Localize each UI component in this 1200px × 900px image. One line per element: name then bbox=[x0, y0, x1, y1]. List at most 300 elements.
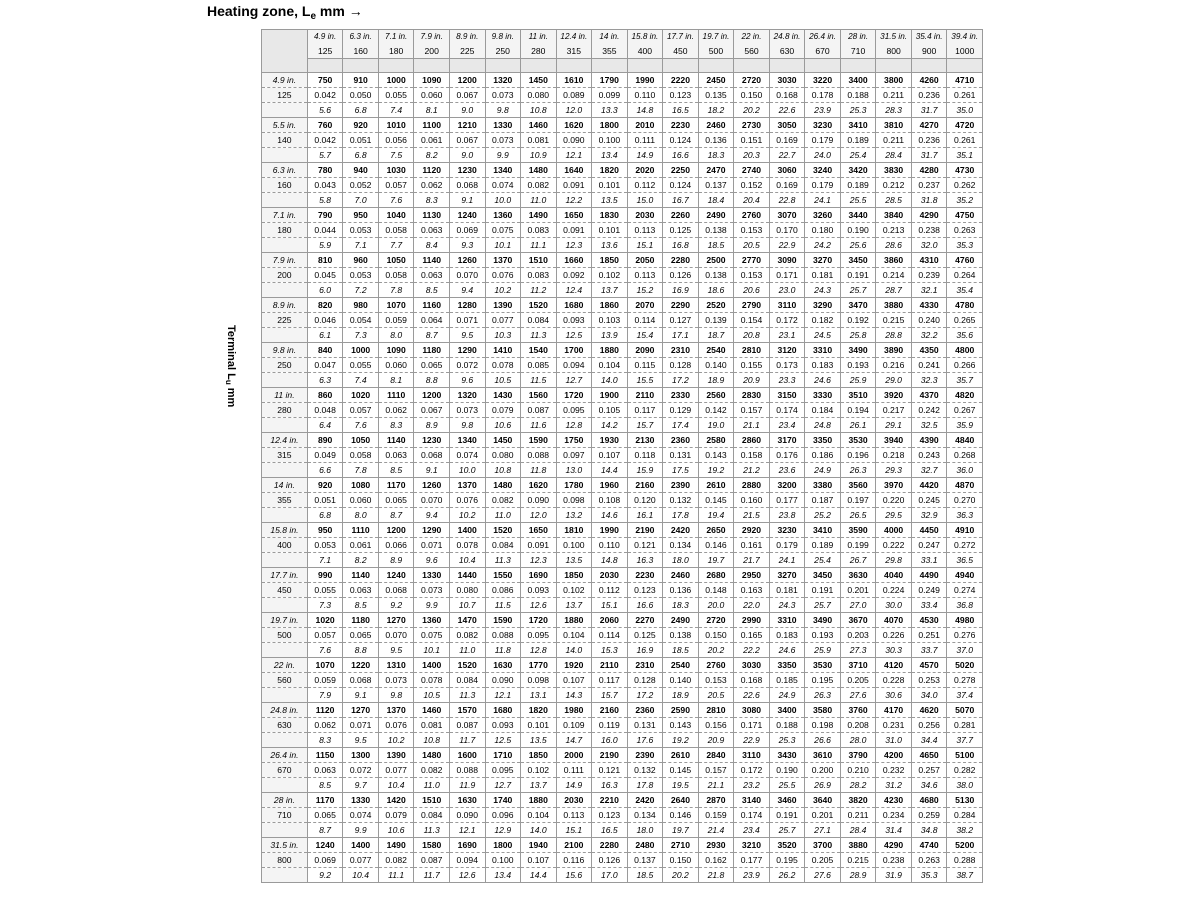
value-cell-tertiary: 18.9 bbox=[663, 688, 699, 703]
table-row bbox=[262, 508, 983, 523]
value-cell-secondary: 0.132 bbox=[663, 493, 699, 508]
value-cell-primary: 5130 bbox=[947, 793, 983, 808]
row-label-blank bbox=[262, 508, 308, 523]
value-cell-primary: 2490 bbox=[663, 613, 699, 628]
value-cell-tertiary: 8.8 bbox=[343, 643, 379, 658]
value-cell-primary: 3260 bbox=[805, 208, 841, 223]
column-header-mm: 125 bbox=[307, 44, 343, 59]
value-cell-secondary: 0.075 bbox=[485, 223, 521, 238]
value-cell-primary: 990 bbox=[307, 568, 343, 583]
value-cell-primary: 3640 bbox=[805, 793, 841, 808]
row-label-blank bbox=[262, 238, 308, 253]
value-cell-primary: 2280 bbox=[592, 838, 628, 853]
value-cell-secondary: 0.158 bbox=[734, 448, 770, 463]
value-cell-primary: 3610 bbox=[805, 748, 841, 763]
value-cell-tertiary: 32.0 bbox=[911, 238, 947, 253]
value-cell-primary: 2310 bbox=[627, 658, 663, 673]
value-cell-tertiary: 10.1 bbox=[414, 643, 450, 658]
table-row bbox=[262, 73, 983, 88]
value-cell-tertiary: 16.0 bbox=[592, 733, 628, 748]
value-cell-secondary: 0.107 bbox=[556, 673, 592, 688]
value-cell-secondary: 0.251 bbox=[911, 628, 947, 643]
value-cell-secondary: 0.278 bbox=[947, 673, 983, 688]
value-cell-primary: 1720 bbox=[556, 388, 592, 403]
value-cell-secondary: 0.115 bbox=[627, 358, 663, 373]
value-cell-primary: 3450 bbox=[840, 253, 876, 268]
value-cell-primary: 1850 bbox=[556, 568, 592, 583]
value-cell-tertiary: 35.4 bbox=[947, 283, 983, 298]
value-cell-tertiary: 7.6 bbox=[343, 418, 379, 433]
value-cell-tertiary: 31.7 bbox=[911, 148, 947, 163]
value-cell-tertiary: 21.2 bbox=[734, 463, 770, 478]
value-cell-secondary: 0.179 bbox=[805, 178, 841, 193]
value-cell-secondary: 0.098 bbox=[556, 493, 592, 508]
value-cell-primary: 2330 bbox=[663, 388, 699, 403]
value-cell-secondary: 0.265 bbox=[947, 313, 983, 328]
value-cell-secondary: 0.066 bbox=[378, 538, 414, 553]
value-cell-primary: 1640 bbox=[556, 163, 592, 178]
value-cell-secondary: 0.138 bbox=[663, 628, 699, 643]
value-cell-secondary: 0.090 bbox=[449, 808, 485, 823]
value-cell-primary: 3240 bbox=[805, 163, 841, 178]
column-header-inches: 19.7 in. bbox=[698, 30, 734, 45]
value-cell-primary: 1650 bbox=[521, 523, 557, 538]
value-cell-primary: 840 bbox=[307, 343, 343, 358]
table-row bbox=[262, 178, 983, 193]
value-cell-primary: 3530 bbox=[840, 433, 876, 448]
value-cell-secondary: 0.284 bbox=[947, 808, 983, 823]
value-cell-primary: 1780 bbox=[556, 478, 592, 493]
column-header-inches: 24.8 in. bbox=[769, 30, 805, 45]
value-cell-primary: 2540 bbox=[663, 658, 699, 673]
value-cell-tertiary: 28.5 bbox=[876, 193, 912, 208]
row-label-mm: 450 bbox=[262, 583, 308, 598]
value-cell-primary: 1070 bbox=[307, 658, 343, 673]
value-cell-secondary: 0.128 bbox=[627, 673, 663, 688]
value-cell-secondary: 0.213 bbox=[876, 223, 912, 238]
value-cell-secondary: 0.143 bbox=[698, 448, 734, 463]
table-row bbox=[262, 568, 983, 583]
heating-zone-heading-prefix: Heating zone, L bbox=[207, 3, 311, 19]
value-cell-primary: 1740 bbox=[485, 793, 521, 808]
value-cell-secondary: 0.259 bbox=[911, 808, 947, 823]
value-cell-tertiary: 8.3 bbox=[307, 733, 343, 748]
value-cell-secondary: 0.155 bbox=[734, 358, 770, 373]
column-header-mm: 315 bbox=[556, 44, 592, 59]
value-cell-secondary: 0.281 bbox=[947, 718, 983, 733]
value-cell-tertiary: 29.3 bbox=[876, 463, 912, 478]
value-cell-tertiary: 14.0 bbox=[556, 643, 592, 658]
value-cell-tertiary: 18.0 bbox=[663, 553, 699, 568]
value-cell-primary: 3310 bbox=[805, 343, 841, 358]
value-cell-secondary: 0.217 bbox=[876, 403, 912, 418]
value-cell-tertiary: 29.0 bbox=[876, 373, 912, 388]
value-cell-tertiary: 26.5 bbox=[840, 508, 876, 523]
value-cell-tertiary: 31.9 bbox=[876, 868, 912, 883]
column-header-inches: 12.4 in. bbox=[556, 30, 592, 45]
value-cell-primary: 1450 bbox=[521, 73, 557, 88]
value-cell-tertiary: 11.8 bbox=[521, 463, 557, 478]
value-cell-primary: 1690 bbox=[449, 838, 485, 853]
value-cell-secondary: 0.082 bbox=[521, 178, 557, 193]
value-cell-primary: 4710 bbox=[947, 73, 983, 88]
value-cell-secondary: 0.079 bbox=[378, 808, 414, 823]
value-cell-secondary: 0.145 bbox=[698, 493, 734, 508]
value-cell-tertiary: 33.7 bbox=[911, 643, 947, 658]
value-cell-tertiary: 23.1 bbox=[769, 328, 805, 343]
value-cell-primary: 1900 bbox=[592, 388, 628, 403]
value-cell-tertiary: 14.9 bbox=[556, 778, 592, 793]
value-cell-secondary: 0.170 bbox=[769, 223, 805, 238]
value-cell-primary: 1170 bbox=[378, 478, 414, 493]
value-cell-primary: 1810 bbox=[556, 523, 592, 538]
row-label-mm: 710 bbox=[262, 808, 308, 823]
value-cell-primary: 4870 bbox=[947, 478, 983, 493]
value-cell-tertiary: 23.9 bbox=[734, 868, 770, 883]
value-cell-secondary: 0.189 bbox=[840, 133, 876, 148]
value-cell-secondary: 0.242 bbox=[911, 403, 947, 418]
value-cell-primary: 950 bbox=[343, 208, 379, 223]
value-cell-primary: 3080 bbox=[734, 703, 770, 718]
value-cell-primary: 1850 bbox=[521, 748, 557, 763]
value-cell-secondary: 0.105 bbox=[592, 403, 628, 418]
value-cell-secondary: 0.199 bbox=[840, 538, 876, 553]
value-cell-primary: 5070 bbox=[947, 703, 983, 718]
value-cell-tertiary: 7.4 bbox=[378, 103, 414, 118]
row-label-blank bbox=[262, 373, 308, 388]
value-cell-secondary: 0.267 bbox=[947, 403, 983, 418]
value-cell-primary: 2720 bbox=[698, 613, 734, 628]
value-cell-primary: 2920 bbox=[734, 523, 770, 538]
value-cell-tertiary: 8.7 bbox=[414, 328, 450, 343]
value-cell-tertiary: 24.3 bbox=[805, 283, 841, 298]
value-cell-primary: 1930 bbox=[592, 433, 628, 448]
value-cell-tertiary: 32.1 bbox=[911, 283, 947, 298]
value-cell-secondary: 0.150 bbox=[698, 628, 734, 643]
value-cell-secondary: 0.044 bbox=[307, 223, 343, 238]
value-cell-primary: 1480 bbox=[521, 163, 557, 178]
value-cell-tertiary: 22.0 bbox=[734, 598, 770, 613]
value-cell-tertiary: 12.0 bbox=[521, 508, 557, 523]
row-label-mm: 315 bbox=[262, 448, 308, 463]
value-cell-secondary: 0.138 bbox=[698, 268, 734, 283]
column-header-mm: 180 bbox=[378, 44, 414, 59]
value-cell-secondary: 0.109 bbox=[556, 718, 592, 733]
value-cell-primary: 4120 bbox=[876, 658, 912, 673]
value-cell-tertiary: 11.3 bbox=[414, 823, 450, 838]
value-cell-secondary: 0.102 bbox=[556, 583, 592, 598]
value-cell-primary: 1440 bbox=[449, 568, 485, 583]
value-cell-tertiary: 35.9 bbox=[947, 418, 983, 433]
value-cell-tertiary: 11.5 bbox=[521, 373, 557, 388]
value-cell-tertiary: 9.8 bbox=[378, 688, 414, 703]
value-cell-primary: 3290 bbox=[805, 298, 841, 313]
value-cell-primary: 1990 bbox=[627, 73, 663, 88]
value-cell-secondary: 0.211 bbox=[840, 808, 876, 823]
value-cell-primary: 3200 bbox=[769, 478, 805, 493]
value-cell-tertiary: 19.7 bbox=[698, 553, 734, 568]
value-cell-tertiary: 35.3 bbox=[911, 868, 947, 883]
value-cell-tertiary: 10.6 bbox=[378, 823, 414, 838]
value-cell-tertiary: 20.5 bbox=[734, 238, 770, 253]
value-cell-tertiary: 25.5 bbox=[840, 193, 876, 208]
value-cell-secondary: 0.180 bbox=[805, 223, 841, 238]
table-row bbox=[262, 133, 983, 148]
value-cell-primary: 4720 bbox=[947, 118, 983, 133]
value-cell-secondary: 0.236 bbox=[911, 88, 947, 103]
value-cell-primary: 1520 bbox=[449, 658, 485, 673]
value-cell-secondary: 0.090 bbox=[521, 493, 557, 508]
value-cell-primary: 1080 bbox=[343, 478, 379, 493]
value-cell-secondary: 0.058 bbox=[378, 223, 414, 238]
heating-zone-heading-suffix: mm bbox=[316, 3, 345, 19]
value-cell-primary: 2280 bbox=[663, 253, 699, 268]
table-row bbox=[262, 238, 983, 253]
value-cell-secondary: 0.102 bbox=[592, 268, 628, 283]
table-row bbox=[262, 418, 983, 433]
value-cell-primary: 3440 bbox=[840, 208, 876, 223]
spacer-cell bbox=[876, 59, 912, 73]
spacer-cell bbox=[556, 59, 592, 73]
value-cell-primary: 2420 bbox=[663, 523, 699, 538]
value-cell-primary: 2740 bbox=[734, 163, 770, 178]
value-cell-secondary: 0.069 bbox=[307, 853, 343, 868]
value-cell-primary: 4350 bbox=[911, 343, 947, 358]
value-cell-tertiary: 25.7 bbox=[769, 823, 805, 838]
value-cell-primary: 1140 bbox=[343, 568, 379, 583]
value-cell-primary: 2500 bbox=[698, 253, 734, 268]
value-cell-tertiary: 35.2 bbox=[947, 193, 983, 208]
value-cell-tertiary: 19.7 bbox=[663, 823, 699, 838]
value-cell-secondary: 0.127 bbox=[663, 313, 699, 328]
value-cell-primary: 4980 bbox=[947, 613, 983, 628]
value-cell-tertiary: 28.2 bbox=[840, 778, 876, 793]
value-cell-tertiary: 28.4 bbox=[876, 148, 912, 163]
value-cell-secondary: 0.096 bbox=[485, 808, 521, 823]
value-cell-secondary: 0.073 bbox=[485, 88, 521, 103]
value-cell-primary: 1240 bbox=[378, 568, 414, 583]
column-header-inches: 8.9 in. bbox=[449, 30, 485, 45]
value-cell-primary: 4620 bbox=[911, 703, 947, 718]
value-cell-secondary: 0.234 bbox=[876, 808, 912, 823]
value-cell-tertiary: 21.1 bbox=[698, 778, 734, 793]
value-cell-primary: 2020 bbox=[627, 163, 663, 178]
table-row bbox=[262, 433, 983, 448]
value-cell-primary: 1020 bbox=[307, 613, 343, 628]
value-cell-primary: 3220 bbox=[805, 73, 841, 88]
value-cell-primary: 890 bbox=[307, 433, 343, 448]
value-cell-tertiary: 25.8 bbox=[840, 328, 876, 343]
value-cell-tertiary: 12.1 bbox=[449, 823, 485, 838]
value-cell-tertiary: 8.5 bbox=[307, 778, 343, 793]
value-cell-secondary: 0.125 bbox=[663, 223, 699, 238]
value-cell-tertiary: 16.7 bbox=[663, 193, 699, 208]
value-cell-primary: 2390 bbox=[627, 748, 663, 763]
value-cell-tertiary: 13.7 bbox=[592, 283, 628, 298]
value-cell-primary: 2880 bbox=[734, 478, 770, 493]
value-cell-primary: 1980 bbox=[556, 703, 592, 718]
value-cell-secondary: 0.076 bbox=[378, 718, 414, 733]
value-cell-primary: 1200 bbox=[378, 523, 414, 538]
value-cell-primary: 3970 bbox=[876, 478, 912, 493]
value-cell-tertiary: 10.0 bbox=[449, 463, 485, 478]
value-cell-primary: 1920 bbox=[556, 658, 592, 673]
value-cell-tertiary: 7.7 bbox=[378, 238, 414, 253]
spacer-cell bbox=[769, 59, 805, 73]
value-cell-secondary: 0.126 bbox=[592, 853, 628, 868]
value-cell-primary: 1790 bbox=[592, 73, 628, 88]
value-cell-tertiary: 10.6 bbox=[485, 418, 521, 433]
value-cell-primary: 3210 bbox=[734, 838, 770, 853]
value-cell-primary: 790 bbox=[307, 208, 343, 223]
value-cell-secondary: 0.084 bbox=[414, 808, 450, 823]
value-cell-primary: 2270 bbox=[627, 613, 663, 628]
value-cell-tertiary: 33.1 bbox=[911, 553, 947, 568]
value-cell-primary: 1630 bbox=[485, 658, 521, 673]
value-cell-primary: 4200 bbox=[876, 748, 912, 763]
value-cell-tertiary: 20.5 bbox=[698, 688, 734, 703]
value-cell-primary: 1290 bbox=[414, 523, 450, 538]
value-cell-secondary: 0.095 bbox=[556, 403, 592, 418]
value-cell-primary: 4290 bbox=[876, 838, 912, 853]
value-cell-secondary: 0.110 bbox=[592, 538, 628, 553]
table-row bbox=[262, 613, 983, 628]
row-label-inches: 17.7 in. bbox=[262, 568, 308, 583]
row-label-mm: 500 bbox=[262, 628, 308, 643]
value-cell-primary: 1070 bbox=[378, 298, 414, 313]
row-label-blank bbox=[262, 688, 308, 703]
row-label-mm: 560 bbox=[262, 673, 308, 688]
value-cell-secondary: 0.191 bbox=[840, 268, 876, 283]
row-label-inches: 9.8 in. bbox=[262, 343, 308, 358]
value-cell-tertiary: 6.4 bbox=[307, 418, 343, 433]
row-label-blank bbox=[262, 193, 308, 208]
value-cell-primary: 1330 bbox=[485, 118, 521, 133]
value-cell-primary: 4280 bbox=[911, 163, 947, 178]
value-cell-primary: 2950 bbox=[734, 568, 770, 583]
value-cell-secondary: 0.146 bbox=[698, 538, 734, 553]
value-cell-tertiary: 15.3 bbox=[592, 643, 628, 658]
table-row bbox=[262, 223, 983, 238]
value-cell-tertiary: 6.8 bbox=[343, 148, 379, 163]
value-cell-tertiary: 15.2 bbox=[627, 283, 663, 298]
column-header-mm: 900 bbox=[911, 44, 947, 59]
value-cell-secondary: 0.043 bbox=[307, 178, 343, 193]
value-cell-secondary: 0.088 bbox=[521, 448, 557, 463]
value-cell-primary: 1210 bbox=[449, 118, 485, 133]
value-cell-tertiary: 18.3 bbox=[698, 148, 734, 163]
value-cell-tertiary: 27.6 bbox=[840, 688, 876, 703]
value-cell-secondary: 0.172 bbox=[734, 763, 770, 778]
value-cell-primary: 2720 bbox=[734, 73, 770, 88]
value-cell-tertiary: 12.1 bbox=[485, 688, 521, 703]
value-cell-secondary: 0.135 bbox=[698, 88, 734, 103]
value-cell-secondary: 0.078 bbox=[485, 358, 521, 373]
value-cell-primary: 910 bbox=[343, 73, 379, 88]
value-cell-primary: 2260 bbox=[663, 208, 699, 223]
value-cell-secondary: 0.203 bbox=[840, 628, 876, 643]
value-cell-secondary: 0.119 bbox=[592, 718, 628, 733]
spacer-cell bbox=[734, 59, 770, 73]
value-cell-primary: 4800 bbox=[947, 343, 983, 358]
value-cell-tertiary: 24.5 bbox=[805, 328, 841, 343]
value-cell-primary: 3400 bbox=[769, 703, 805, 718]
value-cell-secondary: 0.047 bbox=[307, 358, 343, 373]
table-row bbox=[262, 658, 983, 673]
value-cell-tertiary: 15.1 bbox=[592, 598, 628, 613]
value-cell-tertiary: 19.5 bbox=[663, 778, 699, 793]
value-cell-primary: 3860 bbox=[876, 253, 912, 268]
value-cell-tertiary: 13.5 bbox=[592, 193, 628, 208]
value-cell-secondary: 0.095 bbox=[521, 628, 557, 643]
value-cell-tertiary: 7.5 bbox=[378, 148, 414, 163]
value-cell-tertiary: 11.3 bbox=[521, 328, 557, 343]
value-cell-primary: 2090 bbox=[627, 343, 663, 358]
value-cell-tertiary: 24.1 bbox=[805, 193, 841, 208]
value-cell-secondary: 0.112 bbox=[627, 178, 663, 193]
value-cell-tertiary: 20.8 bbox=[734, 328, 770, 343]
value-cell-primary: 3920 bbox=[876, 388, 912, 403]
value-cell-tertiary: 6.8 bbox=[307, 508, 343, 523]
column-header-inches: 14 in. bbox=[592, 30, 628, 45]
value-cell-primary: 4330 bbox=[911, 298, 947, 313]
value-cell-secondary: 0.104 bbox=[521, 808, 557, 823]
value-cell-secondary: 0.140 bbox=[663, 673, 699, 688]
value-cell-secondary: 0.067 bbox=[414, 403, 450, 418]
row-label-blank bbox=[262, 463, 308, 478]
row-label-mm: 250 bbox=[262, 358, 308, 373]
value-cell-primary: 1290 bbox=[449, 343, 485, 358]
value-cell-primary: 1390 bbox=[485, 298, 521, 313]
value-cell-secondary: 0.139 bbox=[698, 313, 734, 328]
value-cell-tertiary: 10.2 bbox=[449, 508, 485, 523]
value-cell-tertiary: 18.2 bbox=[698, 103, 734, 118]
value-cell-secondary: 0.070 bbox=[449, 268, 485, 283]
row-label-inches: 22 in. bbox=[262, 658, 308, 673]
table-row bbox=[262, 358, 983, 373]
value-cell-secondary: 0.137 bbox=[698, 178, 734, 193]
value-cell-secondary: 0.107 bbox=[521, 853, 557, 868]
value-cell-primary: 1200 bbox=[449, 73, 485, 88]
value-cell-secondary: 0.067 bbox=[449, 88, 485, 103]
value-cell-primary: 1850 bbox=[592, 253, 628, 268]
value-cell-secondary: 0.098 bbox=[521, 673, 557, 688]
table-row bbox=[262, 253, 983, 268]
value-cell-tertiary: 32.2 bbox=[911, 328, 947, 343]
value-cell-tertiary: 20.0 bbox=[698, 598, 734, 613]
value-cell-primary: 1230 bbox=[449, 163, 485, 178]
value-cell-secondary: 0.121 bbox=[592, 763, 628, 778]
table-row bbox=[262, 688, 983, 703]
spacer-cell bbox=[840, 59, 876, 73]
value-cell-tertiary: 14.9 bbox=[627, 148, 663, 163]
value-cell-secondary: 0.200 bbox=[805, 763, 841, 778]
value-cell-tertiary: 10.5 bbox=[485, 373, 521, 388]
value-cell-tertiary: 11.1 bbox=[378, 868, 414, 883]
value-cell-tertiary: 8.7 bbox=[307, 823, 343, 838]
value-cell-primary: 4070 bbox=[876, 613, 912, 628]
value-cell-secondary: 0.132 bbox=[627, 763, 663, 778]
row-label-inches: 26.4 in. bbox=[262, 748, 308, 763]
value-cell-tertiary: 13.5 bbox=[556, 553, 592, 568]
value-cell-secondary: 0.071 bbox=[343, 718, 379, 733]
row-label-inches: 15.8 in. bbox=[262, 523, 308, 538]
value-cell-tertiary: 29.8 bbox=[876, 553, 912, 568]
value-cell-primary: 2540 bbox=[698, 343, 734, 358]
table-row bbox=[262, 673, 983, 688]
value-cell-secondary: 0.081 bbox=[414, 718, 450, 733]
value-cell-primary: 3940 bbox=[876, 433, 912, 448]
